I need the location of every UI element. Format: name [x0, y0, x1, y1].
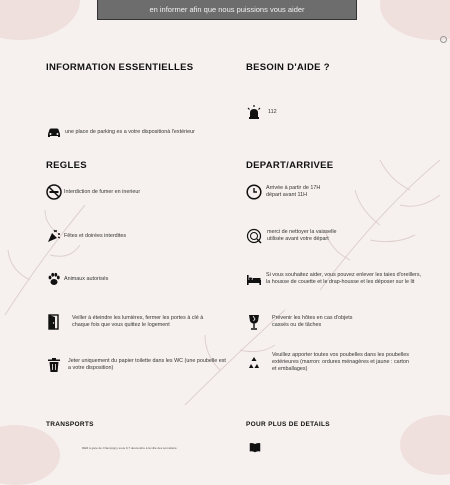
depart-text: Si vous souhaitez aider, vous pouvez enlever les taies d'oreillers, la housse de couette et le drap-housse et les déposer sur le lit — [266, 272, 422, 285]
rule-no-parties — [46, 228, 236, 244]
rule-text: Interdiction de fumer en inerieur — [64, 188, 141, 195]
depart-recycle — [246, 352, 426, 373]
background-blob-bottom-left — [0, 425, 60, 485]
depart-text: merci de nettoyer la vaisselle utilisée avant votre départ — [267, 229, 337, 242]
bed-icon — [246, 271, 262, 287]
transports-text: RER à gare de Champigny sous 0,7 descendre à la ville des sorcellerie — [82, 446, 177, 450]
depart-bed — [246, 271, 426, 287]
rule-text: Jeter uniquement du papier toilette dans les WC (une poubelle est a votre disposition) — [68, 358, 226, 371]
info-parking — [46, 124, 236, 140]
depart-broken — [246, 314, 366, 330]
section-title-depart: DEPART/ARRIVEE — [246, 160, 334, 171]
depart-times — [246, 184, 366, 200]
section-title-info: INFORMATION ESSENTIELLES — [46, 62, 194, 73]
rule-toilet-paper — [46, 357, 226, 373]
rule-text: Fêtes et doirées interdites — [64, 232, 127, 239]
clock-icon — [246, 184, 262, 200]
dishes-icon — [246, 228, 262, 244]
door-icon — [46, 314, 62, 330]
background-blob-top-right — [380, 0, 450, 40]
siren-icon — [246, 104, 262, 120]
depart-text: Veuillez apporter toutes vos poubelles dans les poubelles extérieures (marron: ordures ménagères et jaune : carton et emballages) — [272, 352, 409, 372]
rule-text: Veiller à éteindre les lumières, fermer les portes à clé à chaque fois que vous quittez le logement — [72, 315, 204, 328]
book-icon — [249, 441, 261, 453]
rule-no-smoking — [46, 184, 236, 200]
section-title-details: POUR PLUS DE DETAILS — [246, 421, 330, 428]
broken-glass-icon — [246, 314, 262, 330]
background-blob-bottom-right — [400, 415, 450, 475]
background-blob-top-left — [0, 0, 80, 40]
help-emergency — [246, 104, 346, 120]
party-popper-icon — [46, 228, 62, 244]
info-banner — [97, 0, 357, 20]
paw-icon — [46, 271, 62, 287]
depart-text: Arrivée à partir de 17H départ avant 11H — [266, 185, 321, 198]
parking-text: une place de parking es a votre dispositionà l'extérieur — [65, 128, 195, 135]
rule-text: Animaux autorisés — [64, 275, 109, 282]
banner-text: en informer afin que nous puissions vous aider — [149, 5, 305, 14]
no-smoking-icon — [46, 184, 62, 200]
trash-icon — [46, 357, 62, 373]
section-title-transports: TRANSPORTS — [46, 421, 94, 428]
depart-text: Prévenir les hôtes en cas d'objets cassés ou de tâches — [272, 315, 353, 328]
recycle-icon — [246, 355, 262, 371]
decorative-ring — [440, 36, 447, 43]
depart-dishes — [246, 228, 366, 244]
emergency-number: 112 — [268, 108, 277, 115]
section-title-help: BESOIN D'AIDE ? — [246, 62, 330, 73]
section-title-rules: REGLES — [46, 160, 87, 171]
rule-lights-doors — [46, 314, 206, 330]
leaf-decoration-icon — [0, 200, 90, 320]
rule-pets — [46, 271, 236, 287]
car-icon — [46, 124, 62, 140]
